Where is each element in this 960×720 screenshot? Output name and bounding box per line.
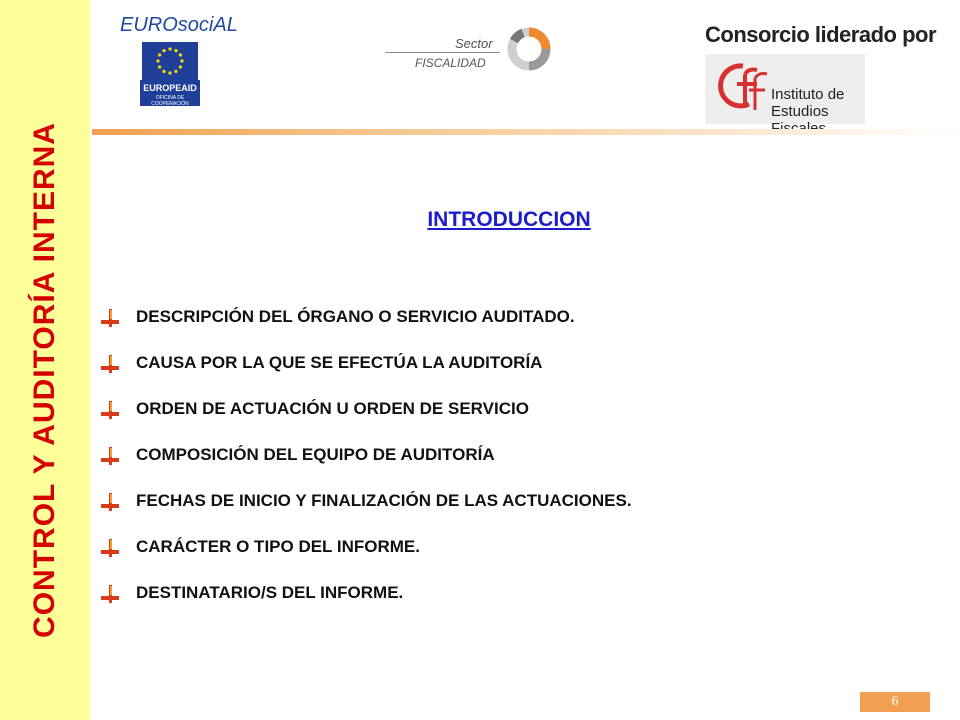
list-item: [100, 530, 632, 576]
cross-bullet-icon: [100, 536, 120, 570]
list-item: [100, 576, 632, 622]
europeaid-badge: [140, 80, 200, 106]
page-number-badge: 6: [860, 692, 930, 712]
list-item: [100, 392, 632, 438]
list-item: [100, 484, 632, 530]
cross-bullet-icon: [100, 444, 120, 478]
sector-label: Sector: [455, 36, 493, 51]
list-item-text: DESTINATARIO/S DEL INFORME.: [136, 583, 404, 602]
cross-bullet-icon: [100, 352, 120, 386]
header-divider: [92, 129, 960, 135]
list-item-text: CARÁCTER O TIPO DEL INFORME.: [136, 537, 420, 556]
list-item: [100, 346, 632, 392]
consortium-label: Consorcio liderado por: [705, 22, 937, 47]
slide-heading: [0, 208, 960, 232]
cross-bullet-icon: [100, 398, 120, 432]
fiscalidad-label: FISCALIDAD: [415, 56, 486, 70]
list-item-text: COMPOSICIÓN DEL EQUIPO DE AUDITORÍA: [136, 445, 495, 464]
eurosocial-logo: [120, 6, 238, 107]
slide-heading-text: INTRODUCCION: [427, 208, 591, 231]
list-item: [100, 438, 632, 484]
sector-fiscalidad-logo: [385, 22, 555, 78]
ief-name-line1: Instituto de: [771, 86, 845, 103]
europeaid-title: EUROPEAID: [143, 83, 197, 93]
sector-divider: [385, 52, 500, 53]
cross-bullet-icon: [100, 490, 120, 524]
europeaid-caption: OFICINA DE COOPERACIÓN: [151, 95, 189, 107]
ief-logo: [705, 54, 865, 124]
ief-name-line2: Estudios: [771, 103, 829, 120]
list-item-text: CAUSA POR LA QUE SE EFECTÚA LA AUDITORÍA: [136, 353, 543, 372]
cross-bullet-icon: [100, 582, 120, 616]
eurosocial-wordmark: EUROsociAL: [120, 14, 238, 36]
sidebar-title: CONTROL Y AUDITORÍA INTERNA: [28, 122, 61, 638]
list-item-text: FECHAS DE INICIO Y FINALIZACIÓN DE LAS ACTUACIONES.: [136, 491, 632, 510]
sidebar-band: [0, 0, 90, 720]
bullet-list: [100, 300, 632, 622]
list-item-text: ORDEN DE ACTUACIÓN U ORDEN DE SERVICIO: [136, 399, 529, 418]
eu-flag-icon: [142, 42, 198, 80]
sector-ring-icon: [505, 25, 553, 78]
list-item-text: DESCRIPCIÓN DEL ÓRGANO O SERVICIO AUDITADO.: [136, 307, 575, 326]
cross-bullet-icon: [100, 306, 120, 340]
list-item: [100, 300, 632, 346]
ief-mark-icon: [715, 58, 775, 123]
